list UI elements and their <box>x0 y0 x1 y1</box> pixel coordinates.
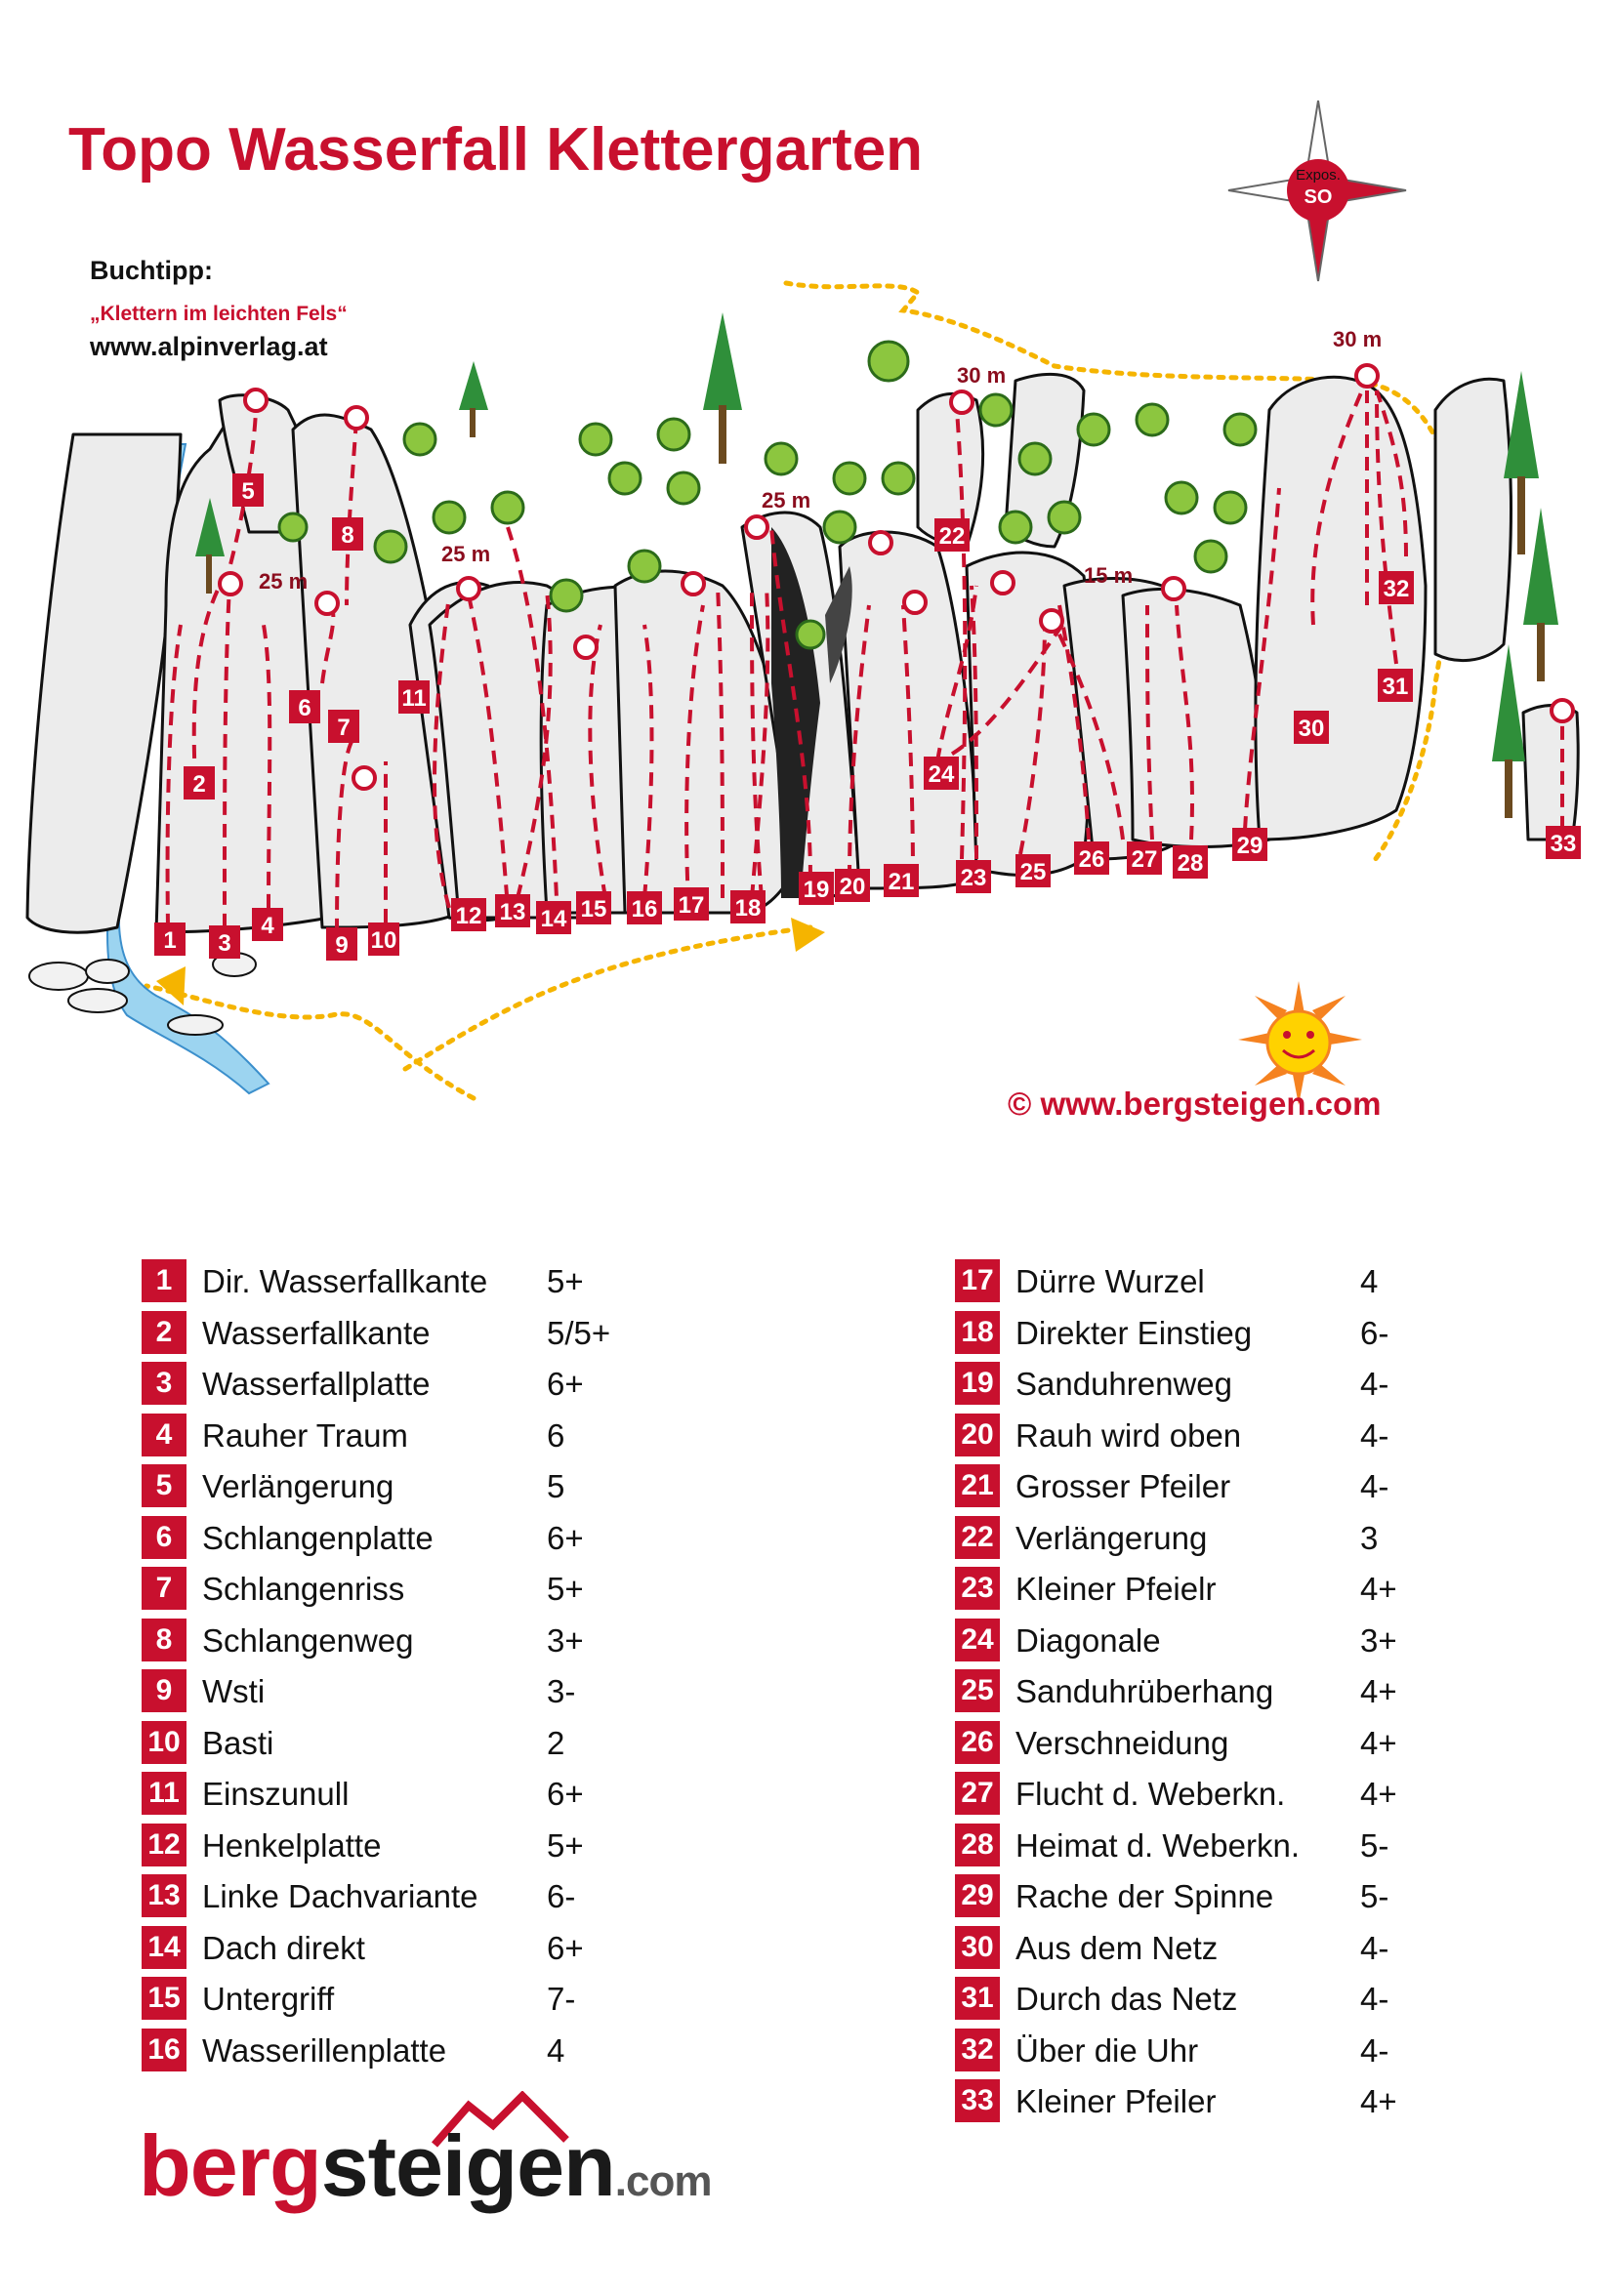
route-number: 7 <box>142 1567 186 1610</box>
route-name: Dir. Wasserfallkante <box>202 1263 488 1299</box>
svg-text:21: 21 <box>888 869 915 895</box>
route-number: 5 <box>142 1464 186 1507</box>
copyright-text: © www.bergsteigen.com <box>1008 1086 1382 1122</box>
route-grade: 3+ <box>1360 1621 1397 1659</box>
route-grade: 2 <box>547 1724 565 1761</box>
route-name: Kleiner Pfeiler <box>1015 2083 1217 2119</box>
compass-icon <box>1228 101 1406 281</box>
route-grade: 4- <box>1360 1981 1389 2017</box>
svg-text:1: 1 <box>163 927 177 954</box>
route-number: 12 <box>142 1824 186 1866</box>
route-name: Aus dem Netz <box>1015 1929 1219 1966</box>
svg-text:14: 14 <box>540 906 567 932</box>
book-tip-url[interactable]: www.alpinverlag.at <box>90 332 328 361</box>
route-name: Flucht d. Weberkn. <box>1015 1776 1286 1812</box>
route-number: 11 <box>142 1772 186 1815</box>
route-name: Heimat d. Weberkn. <box>1015 1826 1301 1864</box>
route-name: Über die Uhr <box>1015 2031 1199 2069</box>
route-name: Linke Dachvariante <box>202 1878 478 1914</box>
route-grade: 4+ <box>1360 2083 1397 2119</box>
svg-text:19: 19 <box>803 877 830 903</box>
route-number: 3 <box>142 1362 186 1405</box>
route-name: Wasserfallkante <box>202 1314 431 1351</box>
svg-text:29: 29 <box>1236 833 1263 859</box>
route-grade: 5+ <box>547 1263 584 1299</box>
length-label: 25 m <box>259 569 309 594</box>
route-name: Sanduhrüberhang <box>1015 1673 1274 1709</box>
route-grade: 5/5+ <box>547 1314 611 1351</box>
svg-text:17: 17 <box>678 892 705 919</box>
svg-text:5: 5 <box>241 478 255 505</box>
route-grade: 4+ <box>1360 1571 1397 1607</box>
route-grade: 7- <box>547 1981 576 2017</box>
svg-text:10: 10 <box>370 927 397 954</box>
route-number: 21 <box>955 1464 1000 1507</box>
route-name: Direkter Einstieg <box>1015 1314 1253 1351</box>
route-grade: 6+ <box>547 1929 584 1966</box>
route-name: Verschneidung <box>1015 1724 1229 1761</box>
route-number: 26 <box>955 1721 1000 1764</box>
svg-text:27: 27 <box>1131 846 1158 873</box>
svg-text:15: 15 <box>580 896 607 922</box>
length-label: 25 m <box>762 488 811 512</box>
route-name: Rauh wird oben <box>1015 1416 1242 1454</box>
svg-text:28: 28 <box>1177 850 1204 877</box>
route-number: 25 <box>955 1669 1000 1712</box>
route-grade: 4- <box>1360 1416 1389 1454</box>
route-name: Kleiner Pfeielr <box>1015 1571 1217 1607</box>
compass-value: SO <box>1304 186 1333 208</box>
route-number: 19 <box>955 1362 1000 1405</box>
route-number: 23 <box>955 1567 1000 1610</box>
route-grade: 6+ <box>547 1366 584 1402</box>
route-name: Rauher Traum <box>202 1416 408 1454</box>
route-name: Verlängerung <box>202 1468 394 1504</box>
route-number: 31 <box>955 1977 1000 2020</box>
route-name: Untergriff <box>202 1981 335 2017</box>
svg-text:25: 25 <box>1019 859 1047 885</box>
route-number: 28 <box>955 1824 1000 1866</box>
route-grade: 6+ <box>547 1519 584 1556</box>
route-number: 27 <box>955 1772 1000 1815</box>
route-grade: 4 <box>1360 1263 1379 1299</box>
route-number: 4 <box>142 1414 186 1456</box>
route-grade: 4+ <box>1360 1776 1397 1812</box>
route-name: Diagonale <box>1015 1621 1161 1659</box>
svg-text:30: 30 <box>1298 716 1325 742</box>
route-grade: 4- <box>1360 1468 1389 1504</box>
route-grade: 5- <box>1360 1878 1389 1914</box>
route-number: 33 <box>955 2079 1000 2122</box>
book-tip-title: „Klettern im leichten Fels“ <box>90 303 348 325</box>
route-name: Wasserfallplatte <box>202 1366 431 1402</box>
route-grade: 6+ <box>547 1776 584 1812</box>
length-label: 25 m <box>441 542 491 566</box>
route-grade: 4- <box>1360 1366 1389 1402</box>
route-grade: 4- <box>1360 2031 1389 2069</box>
route-grade: 3 <box>1360 1519 1379 1556</box>
route-number: 20 <box>955 1414 1000 1456</box>
route-name: Wsti <box>202 1673 266 1709</box>
svg-text:2: 2 <box>192 771 206 798</box>
route-grade: 5+ <box>547 1826 584 1864</box>
route-name: Grosser Pfeiler <box>1015 1468 1231 1504</box>
svg-text:20: 20 <box>839 874 866 900</box>
route-number: 8 <box>142 1619 186 1661</box>
compass-label: Expos. <box>1296 167 1341 184</box>
route-name: Dach direkt <box>202 1929 365 1966</box>
route-number: 1 <box>142 1259 186 1302</box>
route-number: 30 <box>955 1926 1000 1969</box>
svg-text:22: 22 <box>938 523 966 550</box>
route-grade: 3- <box>547 1673 576 1709</box>
svg-text:11: 11 <box>401 685 427 712</box>
svg-text:3: 3 <box>218 930 231 957</box>
length-label: 30 m <box>1333 327 1383 351</box>
route-grade: 4- <box>1360 1929 1389 1966</box>
route-name: Schlangenplatte <box>202 1519 434 1556</box>
length-label: 30 m <box>957 363 1007 388</box>
route-number: 29 <box>955 1874 1000 1917</box>
route-number: 9 <box>142 1669 186 1712</box>
svg-text:4: 4 <box>261 913 274 939</box>
route-number: 2 <box>142 1311 186 1354</box>
svg-text:16: 16 <box>631 896 658 922</box>
route-grade: 5- <box>1360 1826 1389 1864</box>
route-number: 22 <box>955 1516 1000 1559</box>
route-number: 6 <box>142 1516 186 1559</box>
route-name: Durch das Netz <box>1015 1981 1238 2017</box>
route-name: Verlängerung <box>1015 1519 1208 1556</box>
route-number: 16 <box>142 2029 186 2071</box>
route-number: 18 <box>955 1311 1000 1354</box>
svg-text:6: 6 <box>298 695 311 721</box>
route-grade: 6- <box>547 1878 576 1914</box>
svg-text:18: 18 <box>734 895 762 922</box>
svg-text:7: 7 <box>337 715 351 741</box>
book-tip-heading: Buchtipp: <box>90 256 213 285</box>
route-grade: 4+ <box>1360 1724 1397 1761</box>
svg-text:23: 23 <box>960 865 987 891</box>
route-number: 10 <box>142 1721 186 1764</box>
svg-text:33: 33 <box>1550 831 1577 857</box>
route-number: 17 <box>955 1259 1000 1302</box>
route-number: 14 <box>142 1926 186 1969</box>
route-name: Schlangenweg <box>202 1621 414 1659</box>
bergsteigen-logo: bergsteigen.com <box>139 2117 712 2214</box>
svg-text:8: 8 <box>341 522 354 549</box>
svg-text:12: 12 <box>455 903 482 929</box>
route-number: 32 <box>955 2029 1000 2071</box>
route-number: 13 <box>142 1874 186 1917</box>
route-grade: 6 <box>547 1416 565 1454</box>
route-grade: 6- <box>1360 1314 1389 1351</box>
route-name: Dürre Wurzel <box>1015 1263 1205 1299</box>
route-grade: 5 <box>547 1468 565 1504</box>
svg-text:24: 24 <box>928 761 955 788</box>
route-grade: 4+ <box>1360 1673 1397 1709</box>
svg-text:26: 26 <box>1078 846 1105 873</box>
length-label: 15 m <box>1084 563 1134 588</box>
route-name: Einszunull <box>202 1776 350 1812</box>
route-grade: 3+ <box>547 1621 584 1659</box>
route-name: Henkelplatte <box>202 1826 382 1864</box>
route-grade: 4 <box>547 2031 565 2069</box>
svg-text:13: 13 <box>499 899 526 925</box>
route-name: Basti <box>202 1724 274 1761</box>
route-number: 15 <box>142 1977 186 2020</box>
route-number: 24 <box>955 1619 1000 1661</box>
svg-text:9: 9 <box>335 932 349 959</box>
route-name: Schlangenriss <box>202 1571 405 1607</box>
svg-text:32: 32 <box>1383 576 1410 602</box>
route-name: Rache der Spinne <box>1015 1878 1274 1914</box>
route-grade: 5+ <box>547 1571 584 1607</box>
route-name: Wasserillenplatte <box>202 2031 447 2069</box>
svg-text:31: 31 <box>1382 674 1409 700</box>
page-title: Topo Wasserfall Klettergarten <box>68 116 924 184</box>
route-name: Sanduhrenweg <box>1015 1366 1233 1402</box>
